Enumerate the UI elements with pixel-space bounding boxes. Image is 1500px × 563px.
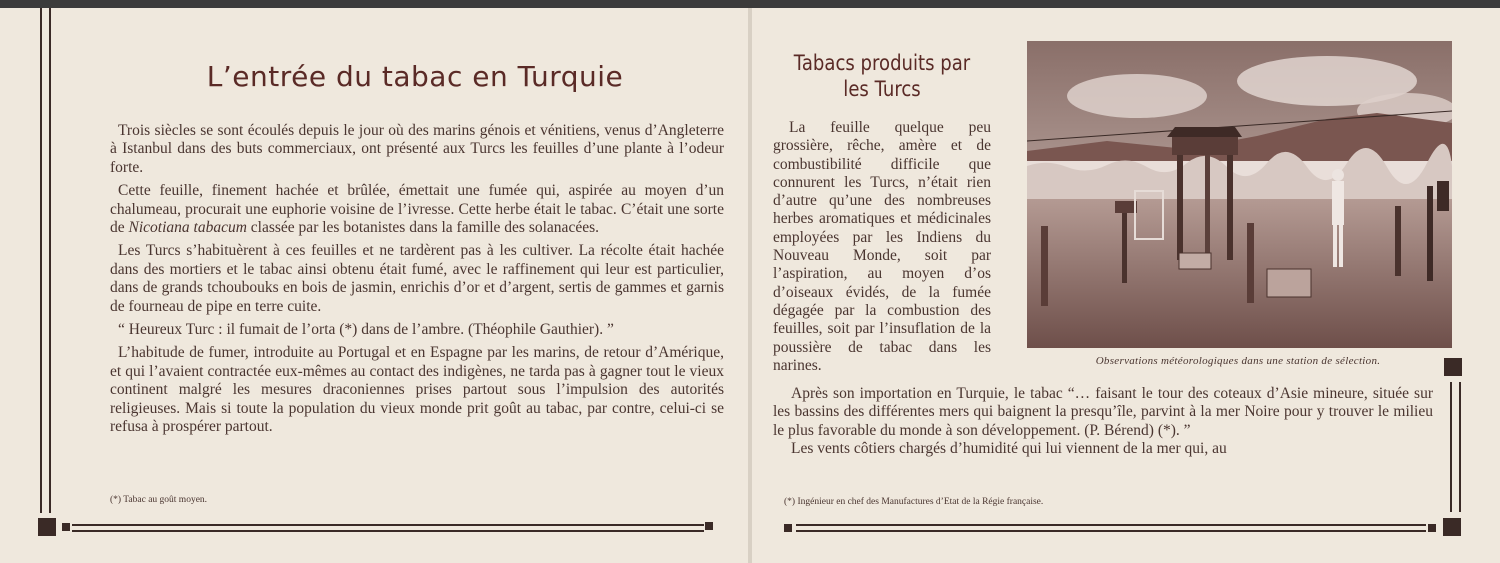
left-page-title: L’entrée du tabac en Turquie [206, 60, 624, 93]
left-bottom-rule-bottom [72, 530, 704, 532]
right-side-square [1444, 358, 1462, 376]
paragraph-2-text-b: classée par les botanistes dans la famille des solanacées. [246, 219, 599, 237]
left-paragraph-4: L’habitude de fumer, introduite au Portugal et en Espagne par les marins, de retour d’Amérique, et qui l’avaient contractée eux-mêmes au contact des indigènes, ne tarda pas à gagner tout le vieux continent malgré les mesures draconiennes prises partout sous l’impulsion des autorités religieuses. Mais si toute la population du vieux monde prit goût au tabac, par contre, celui-ci se refusa à prospérer partout. [110, 344, 724, 436]
right-page-title [787, 50, 978, 102]
right-footnote: (*) Ingénieur en chef des Manufactures d’Etat de la Régie française. [784, 497, 1044, 507]
left-paragraph-1: Trois siècles se sont écoulés depuis le jour où des marins génois et vénitiens, venus d’Angleterre à Istanbul dans des buts commerciaux, ont présenté aux Turcs les feuilles d’une plante à l’odeur forte. [110, 122, 724, 176]
weather-station-photo [1027, 41, 1452, 348]
paragraph-2-text-a: Cette feuille, finement hachée et brûlée, émettait une fumée qui, aspirée au moyen d’un chalumeau, procurait une euphorie voisine de l’ivresse. Cette herbe était le tabac. C’était une sorte de [110, 182, 724, 237]
right-bottom-rule-bottom [796, 530, 1426, 532]
right-start-square [784, 524, 792, 532]
left-end-square [705, 522, 713, 530]
left-quote-paragraph: “ Heureux Turc : il fumait de l’orta (*) dans de l’ambre. (Théophile Gauthier). ” [118, 321, 614, 339]
right-column-text [773, 119, 991, 375]
left-page-body [110, 122, 724, 442]
left-bottom-rule-top [72, 524, 704, 526]
left-small-square [62, 523, 70, 531]
left-paragraph-3: Les Turcs s’habituèrent à ces feuilles et ne tardèrent pas à les cultiver. La récolte était hachée dans des mortiers et le tabac ainsi obtenu était fumé, avec le raffinement qui leur est particulier, dans de grands tchoubouks en bois de jasmin, enrichis d’or et d’argent, sertis de gammes et garnis de fourneau de pipe en terre cuite. [110, 242, 724, 315]
right-border-line-outer [1450, 382, 1452, 512]
right-page-body [773, 385, 1433, 458]
left-corner-square [38, 518, 56, 536]
left-paragraph-2 [110, 182, 724, 237]
right-paragraph-2: Les vents côtiers chargés d’humidité qui lui viennent de la mer qui, au [791, 439, 1227, 457]
right-column-paragraph: La feuille quelque peu grossière, rêche, amère et de combustibilité difficile que connurent les Turcs, n’était rien d’autre qu’une des nombreuses herbes aromatiques et médicinales employées par les Indiens du Nouveau Monde, soit par l’aspiration, au moyen d’os d’oiseaux évidés, de la fumée dégagée par la combustion des feuilles, soit par l’insuflation de la poussière de tabac dans les narines. [773, 119, 991, 374]
right-title-line-1: Tabacs produits par [793, 51, 971, 75]
left-border-line-outer [40, 8, 42, 513]
right-paragraph-1: Après son importation en Turquie, le tabac “… faisant le tour des coteaux d’Asie mineure, située sur les bassins des différentes mers qui baignent la presqu’île, parvint à la mer Noire pour y trouver le milieu le plus favorable du monde à son développement. (P. Bérend) (*). ” [773, 385, 1433, 439]
left-footnote: (*) Tabac au goût moyen. [110, 495, 208, 505]
left-border-line-inner [49, 8, 51, 513]
species-name-italic: Nicotiana tabacum [128, 219, 247, 237]
right-title-line-2: les Turcs [843, 77, 921, 101]
photo-caption: Observations météorologiques dans une station de sélection. [1095, 355, 1381, 367]
right-border-line-inner [1459, 382, 1461, 512]
right-small-square [1428, 524, 1436, 532]
right-corner-square [1443, 518, 1461, 536]
right-bottom-rule-top [796, 524, 1426, 526]
